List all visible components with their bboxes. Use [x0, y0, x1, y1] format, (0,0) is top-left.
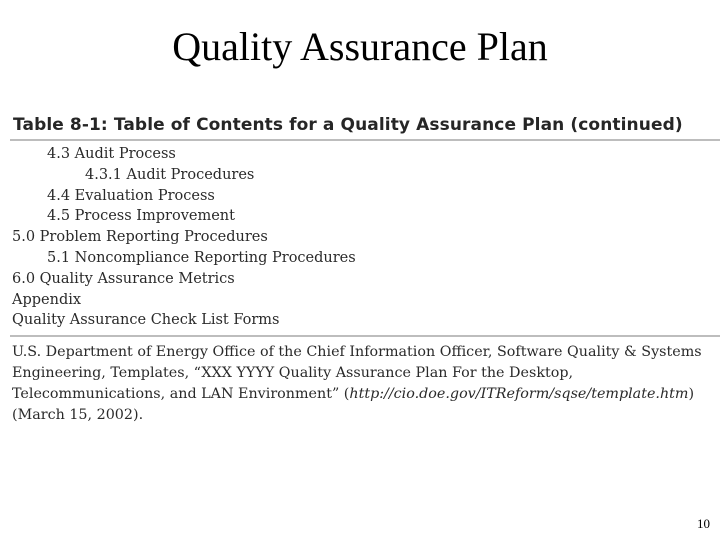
source-divider: [10, 335, 720, 337]
source-text: U.S. Department of Energy Office of the Chief Information Officer, Software Quality & Systems Engineering, Templates, “XXX YYYY Quality Assurance Plan For the Desktop, Telecommunications, and LAN Environment” (: [12, 344, 702, 402]
toc-entry: Appendix: [12, 291, 82, 308]
toc-list: [10, 144, 720, 331]
toc-entry: 4.5 Process Improvement: [47, 208, 235, 225]
table-caption: Table 8-1: Table of Contents for a Quality Assurance Plan (continued): [13, 115, 683, 135]
source-date: ) (March 15, 2002).: [12, 385, 695, 423]
slide-title: Quality Assurance Plan: [172, 24, 548, 69]
toc-entry: 6.0 Quality Assurance Metrics: [12, 270, 235, 287]
toc-entry: 4.3 Audit Process: [47, 146, 176, 162]
toc-entry: Quality Assurance Check List Forms: [12, 312, 280, 329]
toc-entry: 4.3.1 Audit Procedures: [85, 166, 255, 183]
page-number: 10: [697, 516, 710, 531]
source-url: http://cio.doe.gov/ITReform/sqse/template.htm: [349, 385, 689, 402]
source-citation: [10, 342, 702, 425]
caption-divider: [10, 139, 720, 141]
toc-entry: 5.0 Problem Reporting Procedures: [12, 229, 268, 246]
toc-entry: 5.1 Noncompliance Reporting Procedures: [47, 249, 356, 266]
toc-entry: 4.4 Evaluation Process: [47, 187, 215, 204]
table-figure: [10, 112, 720, 425]
